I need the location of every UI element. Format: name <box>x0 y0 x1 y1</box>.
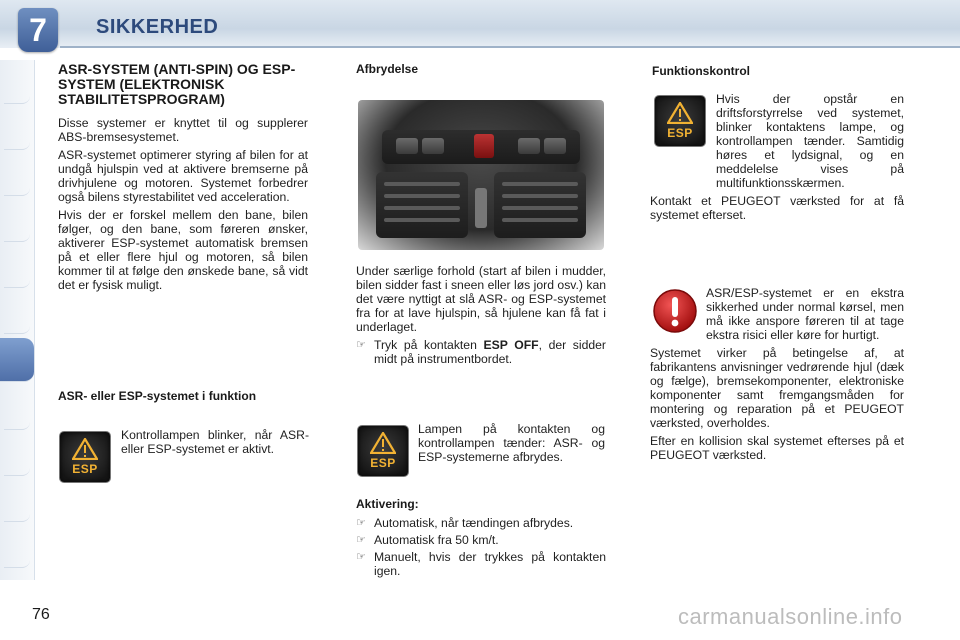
paragraph: Hvis der er forskel mellem den bane, bilen følger, og den bane, som føreren ønsker, aktiverer ESP-systemet automatisk bremsen på et eller flere hjul og motoren, så bilen kommer til at følge den ønskede bane, så vidt det er fysisk muligt. <box>58 208 308 292</box>
bullet-item: ☞ Automatisk fra 50 km/t. <box>356 533 499 547</box>
pointing-hand-icon: ☞ <box>356 551 366 563</box>
side-tab[interactable] <box>4 386 30 430</box>
side-tab[interactable] <box>4 432 30 476</box>
subsection-title: ASR- eller ESP-systemet i funktion <box>58 389 257 403</box>
esp-warning-icon: ESP <box>655 96 705 146</box>
subsection-title: Aktivering: <box>356 497 419 511</box>
side-tab[interactable] <box>4 524 30 568</box>
watermark: carmanualsonline.info <box>678 604 903 629</box>
safety-warning-text <box>650 286 904 466</box>
esp-off-label: ESP OFF <box>483 338 539 352</box>
paragraph: ASR/ESP-systemet er en ekstra sikkerhed under normal kørsel, men må ikke anspore føreren til at tage ekstra risici eller køre for hurtigt. <box>706 286 904 342</box>
esp-active-text: Kontrollampen blinker, når ASR- eller ESP-systemet er aktivt. <box>121 428 309 456</box>
paragraph: Disse systemer er knyttet til og supplerer ABS-bremsesystemet. <box>58 116 308 144</box>
side-tab[interactable] <box>4 478 30 522</box>
bullet-item: ☞ Tryk på kontakten ESP OFF, der sidder midt på instrumentbordet. <box>356 338 606 366</box>
page-number: 76 <box>32 606 50 623</box>
activation-list <box>356 516 606 581</box>
paragraph: Under særlige forhold (start af bilen i mudder, bilen sidder fast i sneen eller løs jord osv.) kan det være nyttigt at slå ASR- og ESP-systemet fra for at lave hjulspin, så hjulene kan få fat i underlaget. <box>356 264 606 334</box>
esp-warning-icon: ESP <box>358 426 408 476</box>
chapter-title: SIKKERHED <box>96 16 219 38</box>
side-tab-active[interactable] <box>0 338 34 382</box>
esp-warning-icon: ESP <box>60 432 110 482</box>
side-tab[interactable] <box>4 60 30 104</box>
chapter-number-badge: 7 <box>18 8 58 52</box>
dashboard-esp-off-switch-photo <box>358 100 604 250</box>
subsection-title: Funktionskontrol <box>652 64 750 78</box>
pointing-hand-icon: ☞ <box>356 534 366 546</box>
paragraph: Hvis der opstår en driftsforstyrrelse ved systemet, blinker kontaktens lampe, og kontrollampen tænder. Samtidig høres et lydsignal, og en meddelelse vises på multifunktionsskærmen. <box>716 92 904 190</box>
subsection-title: Afbrydelse <box>356 62 419 76</box>
pointing-hand-icon: ☞ <box>356 339 366 351</box>
chapter-side-tabs <box>0 60 35 580</box>
section-title: ASR-SYSTEM (ANTI-SPIN) OG ESP-SYSTEM (ELEKTRONISK STABILITETSPROGRAM) <box>58 61 296 107</box>
header-rule <box>60 46 960 48</box>
bullet-item: ☞ Manuelt, hvis der trykkes på kontakten igen. <box>356 550 606 578</box>
side-tab[interactable] <box>4 244 30 288</box>
side-tab[interactable] <box>4 152 30 196</box>
paragraph: Systemet virker på betingelse af, at fabrikantens anvisninger vedrørende hjul (dæk og fælge), bremsekomponenter, elektroniske komponenter samt fremgangsmåden for montering og reparation på et PEUGEOT værksted, overholdes. <box>650 346 904 430</box>
paragraph: Efter en kollision skal systemet efterses på et PEUGEOT værksted. <box>650 434 904 462</box>
side-tab[interactable] <box>4 290 30 334</box>
bullet-item: ☞ Automatisk, når tændingen afbrydes. <box>356 516 574 530</box>
col1-body <box>58 116 308 296</box>
paragraph: Kontakt et PEUGEOT værksted for at få systemet efterset. <box>650 194 904 222</box>
paragraph: ASR-systemet optimerer styring af bilen for at undgå hjulspin ved at aktivere bremserne på drivhjulene og motoren. Systemet forbedrer også bilens styrestabilitet ved acceleration. <box>58 148 308 204</box>
malfunction-text <box>650 92 904 226</box>
col2-body <box>356 264 606 369</box>
esp-off-text: Lampen på kontakten og kontrollampen tænder: ASR- og ESP-systemerne afbrydes. <box>418 422 605 464</box>
side-tab[interactable] <box>4 106 30 150</box>
pointing-hand-icon: ☞ <box>356 517 366 529</box>
side-tab[interactable] <box>4 198 30 242</box>
